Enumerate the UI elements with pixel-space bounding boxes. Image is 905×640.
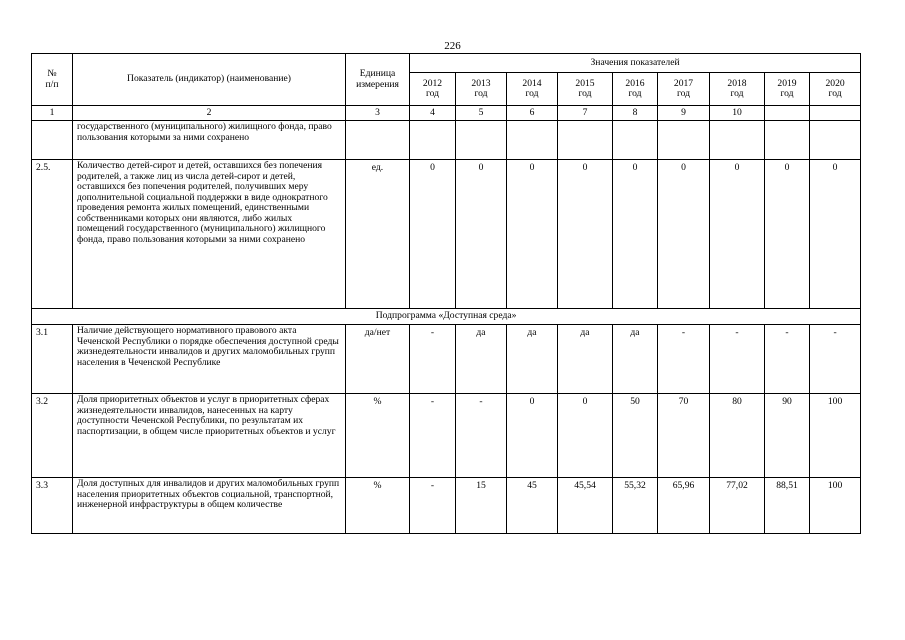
row-value: 50 (613, 394, 658, 478)
row-value (410, 121, 456, 160)
header-year: 2012 год (410, 73, 456, 106)
row-value: - (658, 325, 710, 394)
row-value: - (765, 325, 810, 394)
header-year: 2017 год (658, 73, 710, 106)
row-value: 0 (658, 160, 710, 309)
row-indicator-name: Наличие действующего нормативного правового акта Чеченской Республики о порядке обеспечения доступной среды жизнедеятельности инвалидов и других маломобильных групп населения в Чеченской Республике (73, 325, 346, 394)
column-number: 10 (710, 106, 765, 121)
row-value: 0 (558, 160, 613, 309)
row-value: да (558, 325, 613, 394)
row-unit: ед. (346, 160, 410, 309)
row-code: 3.3 (32, 478, 73, 534)
column-number (810, 106, 861, 121)
header-num-text: № п/п (45, 68, 59, 90)
row-value (658, 121, 710, 160)
row-value: 0 (613, 160, 658, 309)
row-value: - (410, 325, 456, 394)
row-value: - (710, 325, 765, 394)
table-row (32, 121, 861, 160)
row-value: 90 (765, 394, 810, 478)
row-value (456, 121, 507, 160)
table-header (32, 54, 861, 106)
row-code (32, 121, 73, 160)
row-value: 0 (558, 394, 613, 478)
header-year: 2018 год (710, 73, 765, 106)
column-number: 9 (658, 106, 710, 121)
table-body (32, 106, 861, 534)
row-indicator-name: государственного (муниципального) жилищного фонда, право пользования которыми за ними сохранено (73, 121, 346, 160)
table-row (32, 394, 861, 478)
row-code: 2.5. (32, 160, 73, 309)
row-unit: % (346, 394, 410, 478)
row-value: 55,32 (613, 478, 658, 534)
row-value (613, 121, 658, 160)
row-indicator-name: Доля приоритетных объектов и услуг в приоритетных сферах жизнедеятельности инвалидов, нанесенных на карту доступности Чеченской Республики, по результатам их паспортизации, в общем числе приоритетных объектов и услуг (73, 394, 346, 478)
column-number: 2 (73, 106, 346, 121)
row-indicator-name: Количество детей-сирот и детей, оставшихся без попечения родителей, а также лиц из числа детей-сирот и детей, оставшихся без попечения родителей, получивших меру дополнительной социальной поддержки в виде однократного проведения ремонта жилых помещений, единственными собственниками которых они являются, либо жилых помещений государственного (муниципального) жилищного фонда, право пользования которыми за ними сохранено (73, 160, 346, 309)
row-value: 0 (710, 160, 765, 309)
row-value: 100 (810, 394, 861, 478)
row-value: 80 (710, 394, 765, 478)
row-code: 3.2 (32, 394, 73, 478)
row-value (810, 121, 861, 160)
row-value: - (410, 394, 456, 478)
column-numbers-row (32, 106, 861, 121)
header-num (32, 54, 73, 106)
subprogram-row (32, 309, 861, 325)
header-unit-text: Единица измерения (356, 68, 399, 90)
row-value (710, 121, 765, 160)
row-unit: % (346, 478, 410, 534)
row-value: 70 (658, 394, 710, 478)
row-value: да (507, 325, 558, 394)
row-value (558, 121, 613, 160)
row-value (507, 121, 558, 160)
row-value: 0 (456, 160, 507, 309)
row-value: 65,96 (658, 478, 710, 534)
row-value: да (456, 325, 507, 394)
row-value (765, 121, 810, 160)
header-indicator-text: Показатель (индикатор) (наименование) (127, 73, 291, 85)
row-value: 45,54 (558, 478, 613, 534)
row-value: - (456, 394, 507, 478)
column-number (765, 106, 810, 121)
row-value: - (410, 478, 456, 534)
row-value: 0 (410, 160, 456, 309)
row-value: 0 (810, 160, 861, 309)
row-unit (346, 121, 410, 160)
row-value: 15 (456, 478, 507, 534)
row-value: 100 (810, 478, 861, 534)
header-unit (346, 54, 410, 106)
table-row (32, 478, 861, 534)
header-year: 2016 год (613, 73, 658, 106)
row-unit: да/нет (346, 325, 410, 394)
column-number: 6 (507, 106, 558, 121)
row-value: - (810, 325, 861, 394)
row-indicator-name: Доля доступных для инвалидов и других маломобильных групп населения приоритетных объектов социальной, транспортной, инженерной инфраструктуры в общем количестве (73, 478, 346, 534)
header-values-group (410, 54, 861, 73)
row-value: 45 (507, 478, 558, 534)
header-year: 2013 год (456, 73, 507, 106)
table-row (32, 325, 861, 394)
column-number: 3 (346, 106, 410, 121)
row-value: 0 (507, 394, 558, 478)
row-value: 77,02 (710, 478, 765, 534)
column-number: 5 (456, 106, 507, 121)
row-value: да (613, 325, 658, 394)
header-indicator (73, 54, 346, 106)
column-number: 8 (613, 106, 658, 121)
table-row (32, 160, 861, 309)
column-number: 1 (32, 106, 73, 121)
header-values-group-text: Значения показателей (590, 56, 680, 68)
header-year: 2020 год (810, 73, 861, 106)
row-value: 0 (765, 160, 810, 309)
row-value: 0 (507, 160, 558, 309)
subprogram-title: Подпрограмма «Доступная среда» (32, 309, 861, 325)
header-year: 2015 год (558, 73, 613, 106)
header-year: 2014 год (507, 73, 558, 106)
row-value: 88,51 (765, 478, 810, 534)
header-year: 2019 год (765, 73, 810, 106)
column-number: 4 (410, 106, 456, 121)
page-number: 226 (444, 40, 461, 52)
indicators-table (31, 53, 861, 534)
row-code: 3.1 (32, 325, 73, 394)
column-number: 7 (558, 106, 613, 121)
